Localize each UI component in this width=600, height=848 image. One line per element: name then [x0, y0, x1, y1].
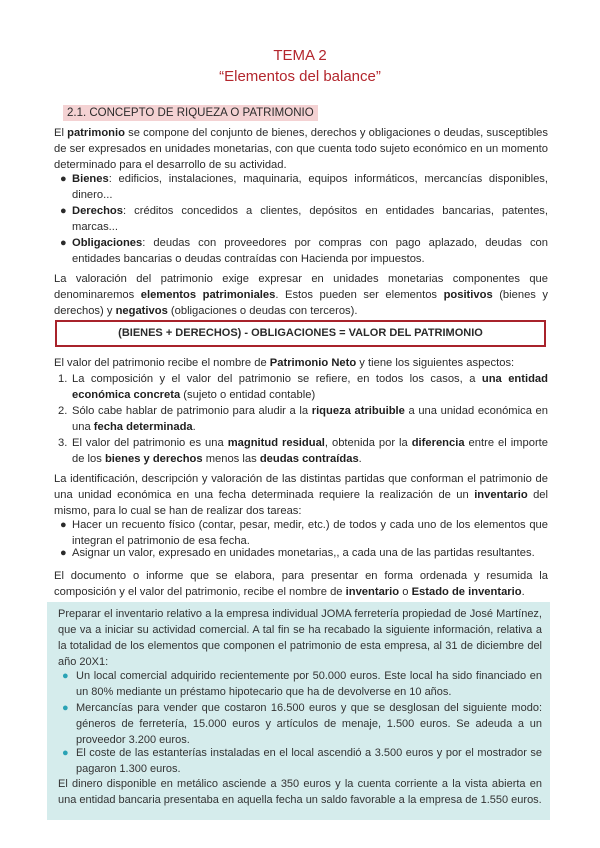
text: . Estos pueden ser elementos	[275, 289, 444, 301]
bold-term: bienes y derechos	[104, 453, 203, 465]
text: : deudas con proveedores por compras con pago aplazado, deudas con entidades bancarias o deudas contraídas con Hacienda por impuestos.	[72, 237, 548, 265]
example-item: Mercancías para vender que costaron 16.500 euros y que se desglosan del siguiente modo: géneros de ferretería, 15.000 euros y artículos de menaje, 1.500 euros. Se adeuda a un proveedor 3.200 euros.	[76, 702, 542, 746]
bold-term: Estado de inventario	[411, 586, 522, 598]
bold-term: inventario	[474, 489, 528, 501]
list-item	[72, 171, 548, 203]
text: entre el importe de los	[72, 437, 549, 465]
text: .	[358, 453, 362, 465]
text: o	[399, 586, 412, 598]
bold-term: elementos patrimoniales	[140, 289, 276, 301]
text: El documento o informe que se elabora, para presentar en forma ordenada y resumida la composición y el valor del patrimonio, recibe el nombre de	[54, 570, 548, 598]
bullet-icon: ●	[60, 237, 67, 249]
list-item: Hacer un recuento físico (contar, pesar, medir, etc.) de todos y cada uno de los elementos que integran el patrimonio de esa fecha.	[72, 519, 548, 547]
bullet-icon: ●	[60, 547, 67, 559]
text: menos las	[202, 453, 260, 465]
text: y tiene los siguientes aspectos:	[356, 357, 515, 369]
bullet-icon: ●	[62, 747, 69, 759]
neto-paragraph	[54, 355, 548, 371]
text: (bienes y derechos) y	[54, 289, 549, 317]
text: El valor del patrimonio es una	[72, 437, 228, 449]
bullet-icon: ●	[60, 205, 67, 217]
identificacion-paragraph	[54, 471, 548, 519]
page-subtitle: “Elementos del balance”	[219, 68, 381, 85]
bullet-icon: ●	[60, 173, 67, 185]
formula-box: (BIENES + DERECHOS) - OBLIGACIONES = VALOR DEL PATRIMONIO	[55, 320, 546, 347]
list-item: Asignar un valor, expresado en unidades monetarias,, a cada una de las partidas resultantes.	[72, 547, 535, 559]
bold-term: Derechos	[72, 205, 123, 217]
text: La composición y el valor del patrimonio se refiere, en todos los casos, a	[72, 373, 482, 385]
bold-term: patrimonio	[67, 127, 125, 139]
list-item	[72, 203, 548, 235]
numbered-item	[72, 403, 548, 435]
numbered-item	[72, 435, 548, 467]
bold-term: Patrimonio Neto	[269, 357, 357, 369]
example-item: Un local comercial adquirido recientemente por 50.000 euros. Este local ha sido financiado en un 80% mediante un préstamo hipotecario que ha de devolverse en 10 años.	[76, 670, 542, 698]
text: El valor del patrimonio recibe el nombre de	[54, 357, 270, 369]
text: El	[54, 127, 68, 139]
bold-term: fecha determinada	[93, 421, 193, 433]
section-heading: 2.1. CONCEPTO DE RIQUEZA O PATRIMONIO	[63, 105, 318, 121]
bold-term: una entidad económica concreta	[72, 373, 548, 401]
bullet-icon: ●	[62, 670, 69, 682]
bold-term: riqueza atribuible	[311, 405, 405, 417]
bold-term: Bienes	[72, 173, 109, 185]
text: : edificios, instalaciones, maquinaria, equipos informáticos, mercancías disponibles, dinero...	[72, 173, 548, 201]
text: .	[521, 586, 525, 598]
example-item: El coste de las estanterías instaladas en el local ascendió a 3.500 euros y por el mostrador se pagaron 1.300 euros.	[76, 747, 542, 775]
list-number: 1.	[58, 373, 68, 385]
text: La identificación, descripción y valoración de las distintas partidas que conforman el patrimonio de una unidad económica en una fecha determinada requiere la realización de un	[54, 473, 548, 501]
text: Sólo cabe hablar de patrimonio para aludir a la	[72, 405, 312, 417]
list-number: 3.	[58, 437, 68, 449]
page-title: TEMA 2	[273, 47, 327, 64]
example-intro: Preparar el inventario relativo a la empresa individual JOMA ferretería propiedad de José Martínez, que va a iniciar su actividad comercial. A tal fin se ha recabado la siguiente información, relativa a la totalidad de los elementos que componen el patrimonio de esta empresa, al 31 de diciembre del año 20X1:	[58, 608, 542, 668]
documento-paragraph	[54, 568, 548, 600]
intro-paragraph	[54, 125, 548, 173]
text: (obligaciones o deudas con terceros).	[167, 305, 358, 317]
bullet-icon: ●	[60, 519, 67, 531]
text: .	[192, 421, 196, 433]
bold-term: Obligaciones	[72, 237, 143, 249]
bold-term: positivos	[443, 289, 493, 301]
text: La valoración del patrimonio exige expresar en unidades monetarias componentes que denominaremos	[54, 273, 548, 301]
bullet-icon: ●	[62, 702, 69, 714]
example-outro: El dinero disponible en metálico asciende a 350 euros y la cuenta corriente a la vista abierta en una entidad bancaria presentaba en aquella fecha un saldo favorable a la empresa de 1.550 euros.	[58, 778, 542, 806]
text: a una unidad económica en una	[72, 405, 548, 433]
text: del mismo, para lo cual se han de realizar dos tareas:	[54, 489, 549, 517]
list-number: 2.	[58, 405, 68, 417]
bold-term: magnitud residual	[227, 437, 325, 449]
text: : créditos concedidos a clientes, depósitos en entidades bancarias, patentes, marcas...	[72, 205, 548, 233]
numbered-item	[72, 371, 548, 403]
bold-term: diferencia	[411, 437, 465, 449]
text: , obtenida por la	[324, 437, 412, 449]
list-item	[72, 235, 548, 267]
valoracion-paragraph	[54, 271, 548, 319]
text: se compone del conjunto de bienes, derechos y obligaciones o deudas, susceptibles de ser expresados en unidades monetarias, con que cuenta todo sujeto económico en un momento determinado para el desarrollo de su actividad.	[54, 127, 548, 171]
bold-term: inventario	[345, 586, 400, 598]
bold-term: deudas contraídas	[259, 453, 359, 465]
bold-term: negativos	[115, 305, 168, 317]
text: (sujeto o entidad contable)	[180, 389, 316, 401]
